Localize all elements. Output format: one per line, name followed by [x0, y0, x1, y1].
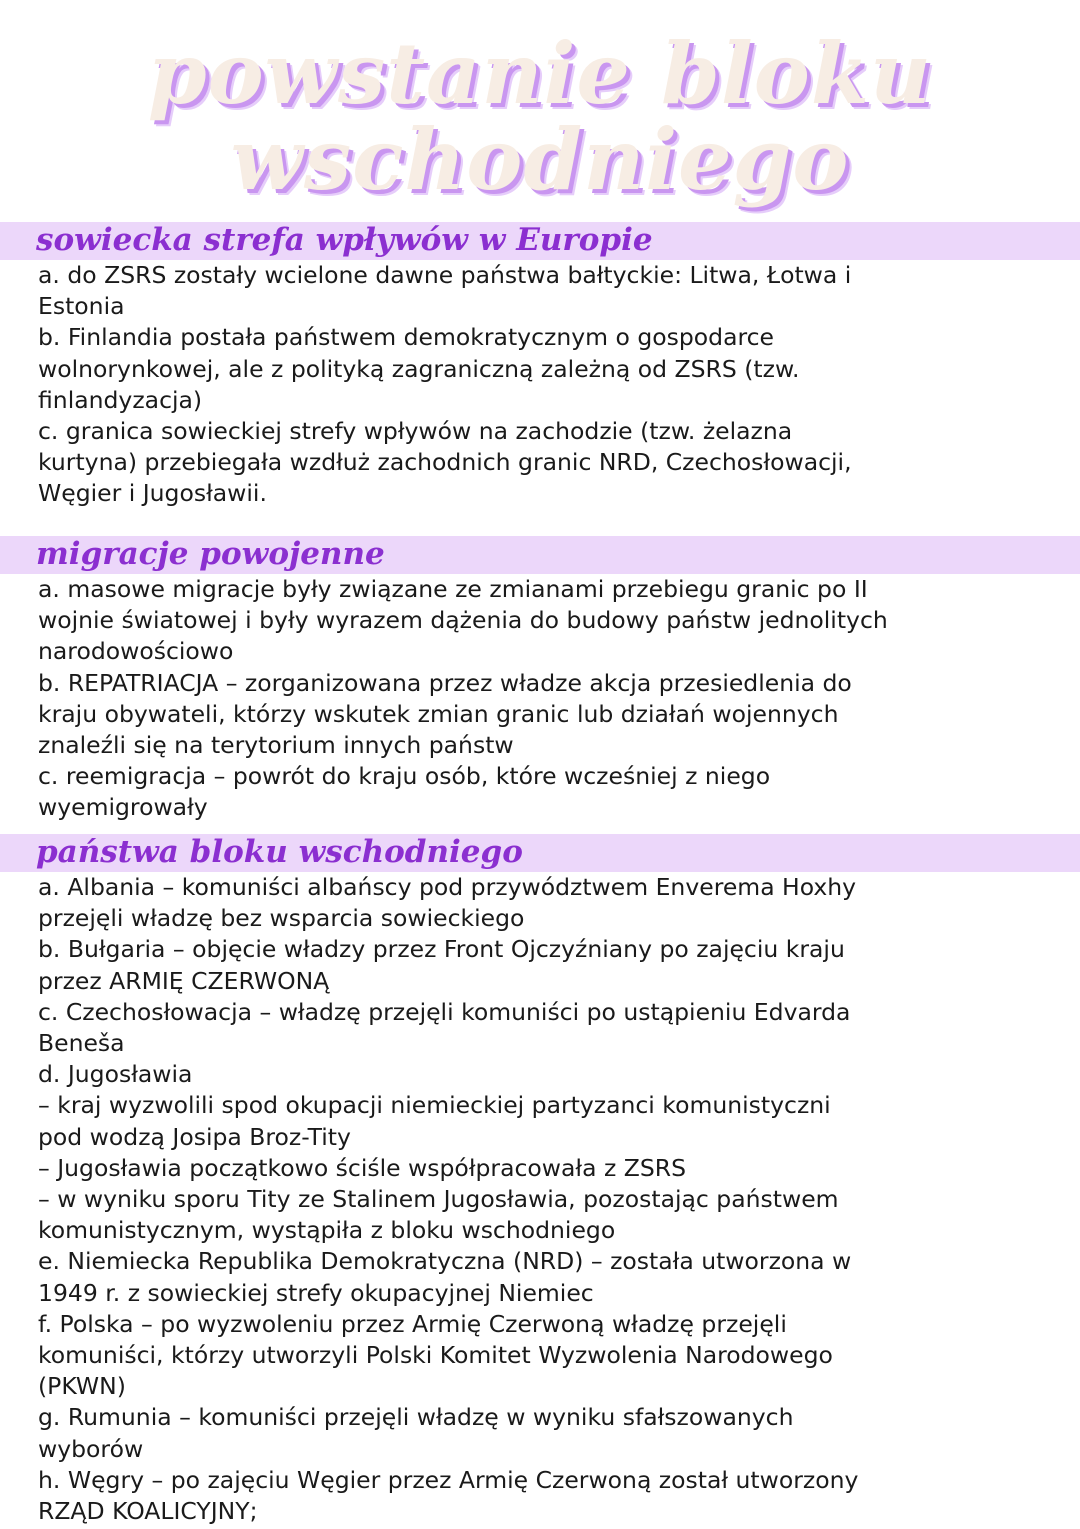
text-line: – Jugosławia początkowo ściśle współpracowała z ZSRS	[38, 1153, 687, 1182]
text-line: f. Polska – po wyzwoleniu przez Armię Czerwoną władzę przejęli	[38, 1309, 787, 1338]
text-line: – kraj wyzwolili spod okupacji niemieckiej partyzanci komunistyczni	[38, 1091, 831, 1120]
text-line: h. Węgry – po zajęciu Węgier przez Armię Czerwoną został utworzony	[38, 1465, 859, 1494]
page-title-line-1: powstanie bloku	[147, 24, 933, 123]
text-line: b. REPATRIACJA – zorganizowana przez władze akcja przesiedlenia do	[38, 668, 852, 697]
section-heading-band	[0, 536, 1080, 574]
section-body	[0, 574, 1028, 824]
text-line: c. reemigracja – powrót do kraju osób, które wcześniej z niego	[38, 762, 771, 791]
page-title-line-2: wschodniego	[230, 110, 850, 209]
text-line: a. Albania – komuniści albańscy pod przywództwem Enverema Hoxhy	[38, 873, 857, 901]
text-line: b. Finlandia postała państwem demokratycznym o gospodarce	[38, 323, 775, 352]
text-line: wolnorynkowej, ale z polityką zagraniczną zależną od ZSRS (tzw.	[38, 354, 800, 383]
section-body	[0, 260, 1028, 510]
text-line: c. Czechosłowacja – władzę przejęli komuniści po ustąpieniu Edvarda	[38, 997, 851, 1026]
text-line: e. Niemiecka Republika Demokratyczna (NRD) – została utworzona w	[38, 1247, 852, 1276]
text-line: znaleźli się na terytorium innych państw	[38, 731, 514, 760]
text-line: przez ARMIĘ CZERWONĄ	[38, 966, 330, 995]
text-line: – w wyniku sporu Tity ze Stalinem Jugosławia, pozostając państwem	[38, 1185, 839, 1214]
text-line: wyemigrowały	[38, 793, 208, 822]
text-line: 1949 r. z sowieckiej strefy okupacyjnej Niemiec	[38, 1278, 594, 1307]
text-line: pod wodzą Josipa Broz-Tity	[38, 1122, 351, 1151]
text-line: przejęli władzę bez wsparcia sowieckiego	[38, 904, 525, 933]
text-line: Beneša	[38, 1029, 125, 1058]
section-heading-band	[0, 222, 1080, 260]
text-line: kurtyna) przebiegała wzdłuż zachodnich granic NRD, Czechosłowacji,	[38, 448, 852, 477]
section-body	[0, 872, 1028, 1527]
section-heading: państwa bloku wschodniego	[36, 834, 523, 870]
text-line: (PKWN)	[38, 1372, 126, 1401]
text-line: c. granica sowieckiej strefy wpływów na zachodzie (tzw. żelazna	[38, 417, 793, 446]
section-soviet-sphere	[0, 222, 1080, 510]
text-line: Estonia	[38, 292, 125, 321]
section-heading-band	[0, 834, 1080, 872]
text-line: komuniści, którzy utworzyli Polski Komitet Wyzwolenia Narodowego	[38, 1341, 833, 1370]
text-line: RZĄD KOALICYJNY;	[38, 1497, 258, 1526]
text-line: a. masowe migracje były związane ze zmianami przebiegu granic po II	[38, 575, 868, 603]
text-line: narodowościowo	[38, 637, 234, 666]
section-heading: migracje powojenne	[36, 536, 385, 572]
text-line: finlandyzacja)	[38, 385, 203, 414]
text-line: komunistycznym, wystąpiła z bloku wschodniego	[38, 1216, 616, 1245]
text-line: a. do ZSRS zostały wcielone dawne państwa bałtyckie: Litwa, Łotwa i	[38, 261, 852, 289]
text-line: g. Rumunia – komuniści przejęli władzę w wyniku sfałszowanych	[38, 1403, 794, 1432]
text-line: kraju obywateli, którzy wskutek zmian granic lub działań wojennych	[38, 699, 839, 728]
section-eastern-bloc-states	[0, 834, 1080, 1527]
section-heading: sowiecka strefa wpływów w Europie	[36, 222, 653, 258]
section-postwar-migrations	[0, 536, 1080, 824]
text-line: wojnie światowej i były wyrazem dążenia do budowy państw jednolitych	[38, 606, 888, 635]
text-line: Węgier i Jugosławii.	[38, 479, 267, 508]
text-line: b. Bułgaria – objęcie władzy przez Front Ojczyźniany po zajęciu kraju	[38, 935, 845, 964]
text-line: d. Jugosławia	[38, 1060, 193, 1089]
text-line: wyborów	[38, 1434, 144, 1463]
